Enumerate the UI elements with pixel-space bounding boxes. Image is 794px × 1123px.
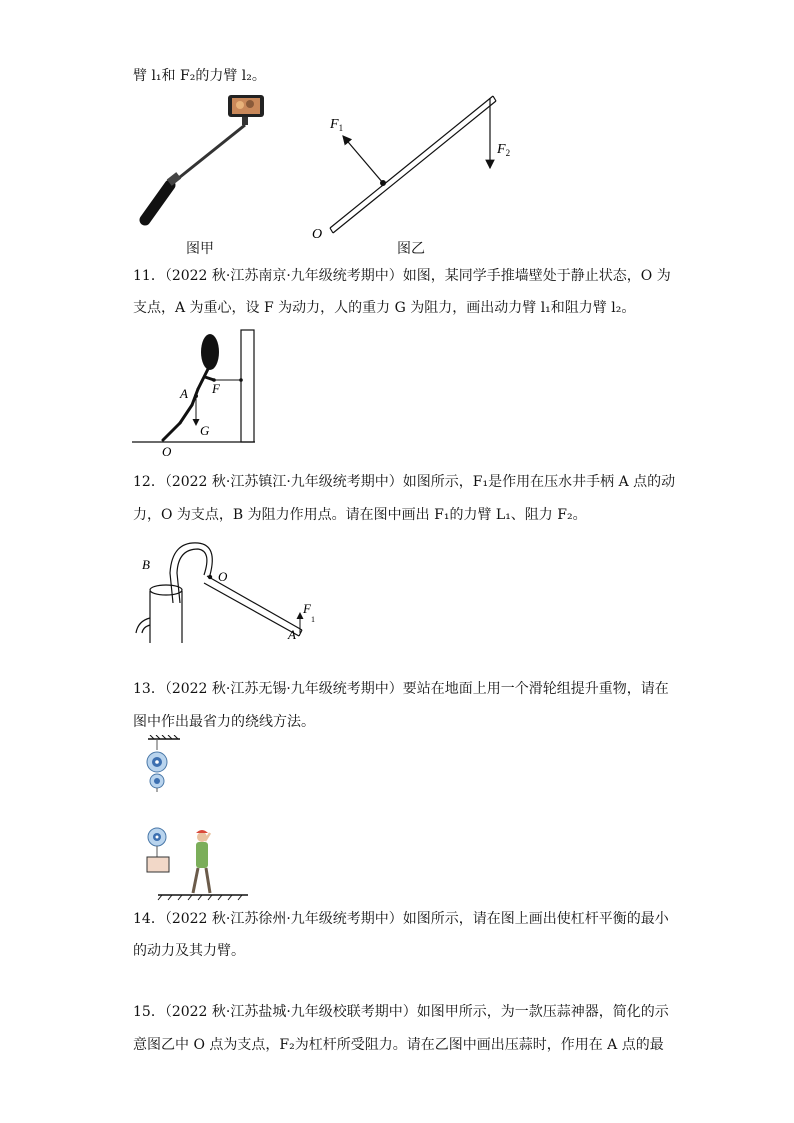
- label-f1: $F_1$: [330, 117, 344, 133]
- person-head: [201, 334, 219, 370]
- q14-line2: 的动力及其力臂。: [133, 943, 245, 959]
- label-o: O: [162, 444, 172, 459]
- q11-wall-push-figure: [130, 325, 270, 460]
- ground: [158, 895, 248, 900]
- movable-pulley-icon: [148, 828, 166, 857]
- caption-left: 图甲: [186, 241, 214, 257]
- label-b: B: [142, 557, 150, 572]
- ceiling: [148, 735, 180, 739]
- label-o: O: [312, 227, 323, 242]
- q15-line1: 15．（2022 秋·江苏盐城·九年级校联考期中）如图甲所示，为一款压蒜神器，简化的示: [133, 1004, 669, 1020]
- label-f2: $F_2$: [497, 142, 511, 158]
- q13-pulley-figure: [130, 735, 250, 903]
- label-f1: $F_1$: [303, 601, 315, 624]
- caption-right: 图乙: [397, 241, 425, 257]
- force-f1-arrow: [343, 136, 383, 183]
- q15-line2: 意图乙中 O 点为支点，F₂为杠杆所受阻力。请在乙图中画出压蒜时，作用在 A 点的最: [133, 1037, 664, 1053]
- q13-line1: 13．（2022 秋·江苏无锡·九年级统考期中）要站在地面上用一个滑轮组提升重物，请在: [133, 681, 669, 697]
- label-g: G: [200, 423, 210, 438]
- q11-line1: 11．（2022 秋·江苏南京·九年级统考期中）如图，某同学手推墙壁处于静止状态，O 为: [133, 268, 671, 284]
- label-f: F: [212, 381, 220, 396]
- pivot-point: [208, 575, 212, 579]
- header-line: 臂 l₁和 F₂的力臂 l₂。: [133, 68, 266, 84]
- q14-line1: 14．（2022 秋·江苏徐州·九年级统考期中）如图所示，请在图上画出使杠杆平衡的最小: [133, 911, 669, 927]
- label-a: A: [180, 386, 188, 401]
- selfie-stick-figure: [130, 90, 280, 235]
- label-o: O: [218, 569, 228, 584]
- person-icon: [193, 830, 210, 893]
- fixed-pulley-icon: [147, 752, 167, 792]
- q12-line2: 力，O 为支点，B 为阻力作用点。请在图中画出 F₁的力臂 L₁、阻力 F₂。: [133, 507, 587, 523]
- label-a: A: [288, 627, 296, 642]
- q12-line1: 12．（2022 秋·江苏镇江·九年级统考期中）如图所示，F₁是作用在压水井手柄 A 点的动: [133, 474, 676, 490]
- wall: [241, 330, 254, 442]
- q12-water-pump-figure: [130, 533, 330, 643]
- lever-figure: [310, 88, 520, 243]
- q11-line2: 支点，A 为重心，设 F 为动力，人的重力 G 为阻力，画出动力臂 l₁和阻力臂 l₂。: [133, 300, 636, 316]
- weight-block: [147, 857, 169, 872]
- selfie-stick-icon: [145, 95, 264, 220]
- lever-bar: [330, 96, 496, 233]
- q13-line2: 图中作出最省力的绕线方法。: [133, 714, 315, 730]
